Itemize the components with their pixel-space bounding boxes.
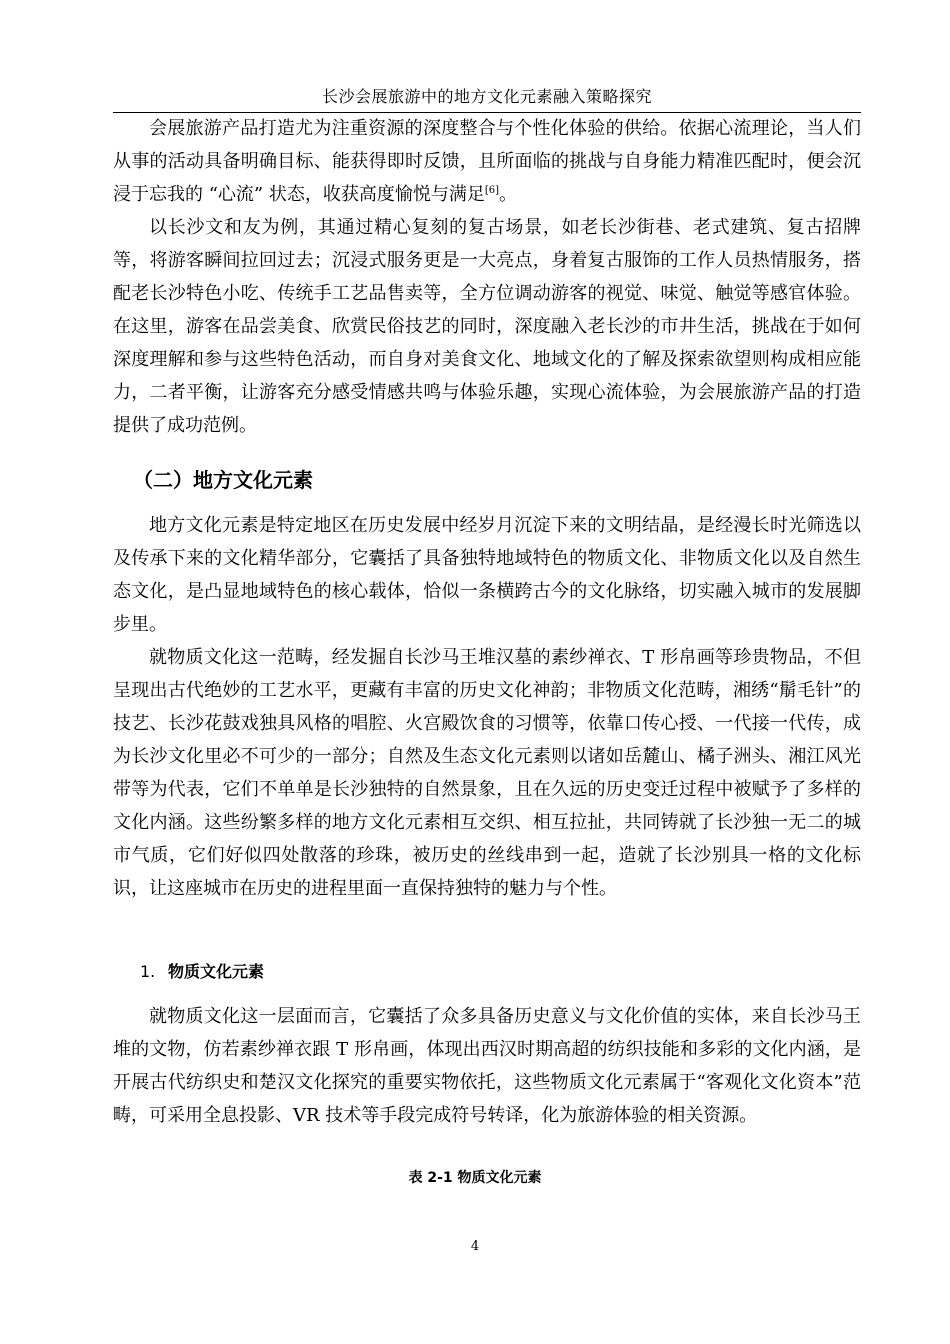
paragraph-local-culture-definition: 地方文化元素是特定地区在历史发展中经岁月沉淀下来的文明结晶，是经漫长时光筛选以及传承下来的文化精华部分，它囊括了具备独特地域特色的物质文化、非物质文化以及自然生态文化，是凸显地域特色的核心载体，恰似一条横跨古今的文化脉络，切实融入城市的发展脚步里。 [113, 515, 861, 635]
paragraph-culture-categories: 就物质文化这一范畴，经发掘自长沙马王堆汉墓的素纱禅衣、T 形帛画等珍贵物品，不但呈现出古代绝妙的工艺水平，更藏有丰富的历史文化神韵；非物质文化范畴，湘绣“鬅毛针”的技艺、长沙花鼓戏独具风格的唱腔、火宫殿饮食的习惯等，依靠口传心授、一代接一代传，成为长沙文化里必不可少的一部分；自然及生态文化元素则以诸如岳麓山、橘子洲头、湘江风光带等为代表，它们不单单是长沙独特的自然景象，且在久远的历史变迁过程中被赋予了多样的文化内涵。这些纷繁多样的地方文化元素相互交织、相互拉扯，共同铸就了长沙独一无二的城市气质，它们好似四处散落的珍珠，被历史的丝线串到一起，造就了长沙别具一格的文化标识，让这座城市在历史的进程里面一直保持独特的魅力与个性。 [113, 647, 861, 899]
citation-ref: [6] [484, 185, 500, 196]
subsection-title: 物质文化元素 [168, 962, 265, 981]
running-header: 长沙会展旅游中的地方文化元素融入策略探究 [321, 87, 652, 106]
paragraph-wenheyou-example: 以长沙文和友为例，其通过精心复刻的复古场景，如老长沙街巷、老式建筑、复古招牌等，将游客瞬间拉回过去；沉浸式服务更是一大亮点，身着复古服饰的工作人员热情服务，搭配老长沙特色小吃、传统手工艺品售卖等，全方位调动游客的视觉、味觉、触觉等感官体验。在这里，游客在品尝美食、欣赏民俗技艺的同时，深度融入老长沙的市井生活，挑战在于如何深度理解和参与这些特色活动，而自身对美食文化、地域文化的了解及探索欲望则构成相应能力，二者平衡，让游客充分感受情感共鸣与体验乐趣，实现心流体验，为会展旅游产品的打造提供了成功范例。 [113, 217, 861, 436]
subsection-heading-material-culture [140, 960, 264, 984]
paragraph-flow-theory: 会展旅游产品打造尤为注重资源的深度整合与个性化体验的供给。依据心流理论，当人们从事的活动具备明确目标、能获得即时反馈，且所面临的挑战与自身能力精准匹配时，便会沉浸于忘我的 “心流” 状态，收获高度愉悦与满足[6]。 [113, 118, 861, 205]
paragraph-material-culture: 就物质文化这一层面而言，它囊括了众多具备历史意义与文化价值的实体，来自长沙马王堆的文物，仿若素纱禅衣跟 T 形帛画，体现出西汉时期高超的纺织技能和多彩的文化内涵，是开展古代纺织史和楚汉文化探究的重要实物依托，这些物质文化元素属于“客观化文化资本”范畴，可采用全息投影、VR 技术等手段完成符号转译，化为旅游体验的相关资源。 [113, 1006, 861, 1126]
page-number: 4 [470, 1239, 480, 1254]
section2-body [113, 509, 861, 905]
table-caption: 表 2-1 物质文化元素 [408, 1170, 542, 1186]
section1-body [113, 112, 861, 442]
section-heading-local-culture: （二）地方文化元素 [133, 468, 313, 492]
subsection1-body [113, 1000, 861, 1132]
subsection-number: 1. [140, 962, 156, 981]
